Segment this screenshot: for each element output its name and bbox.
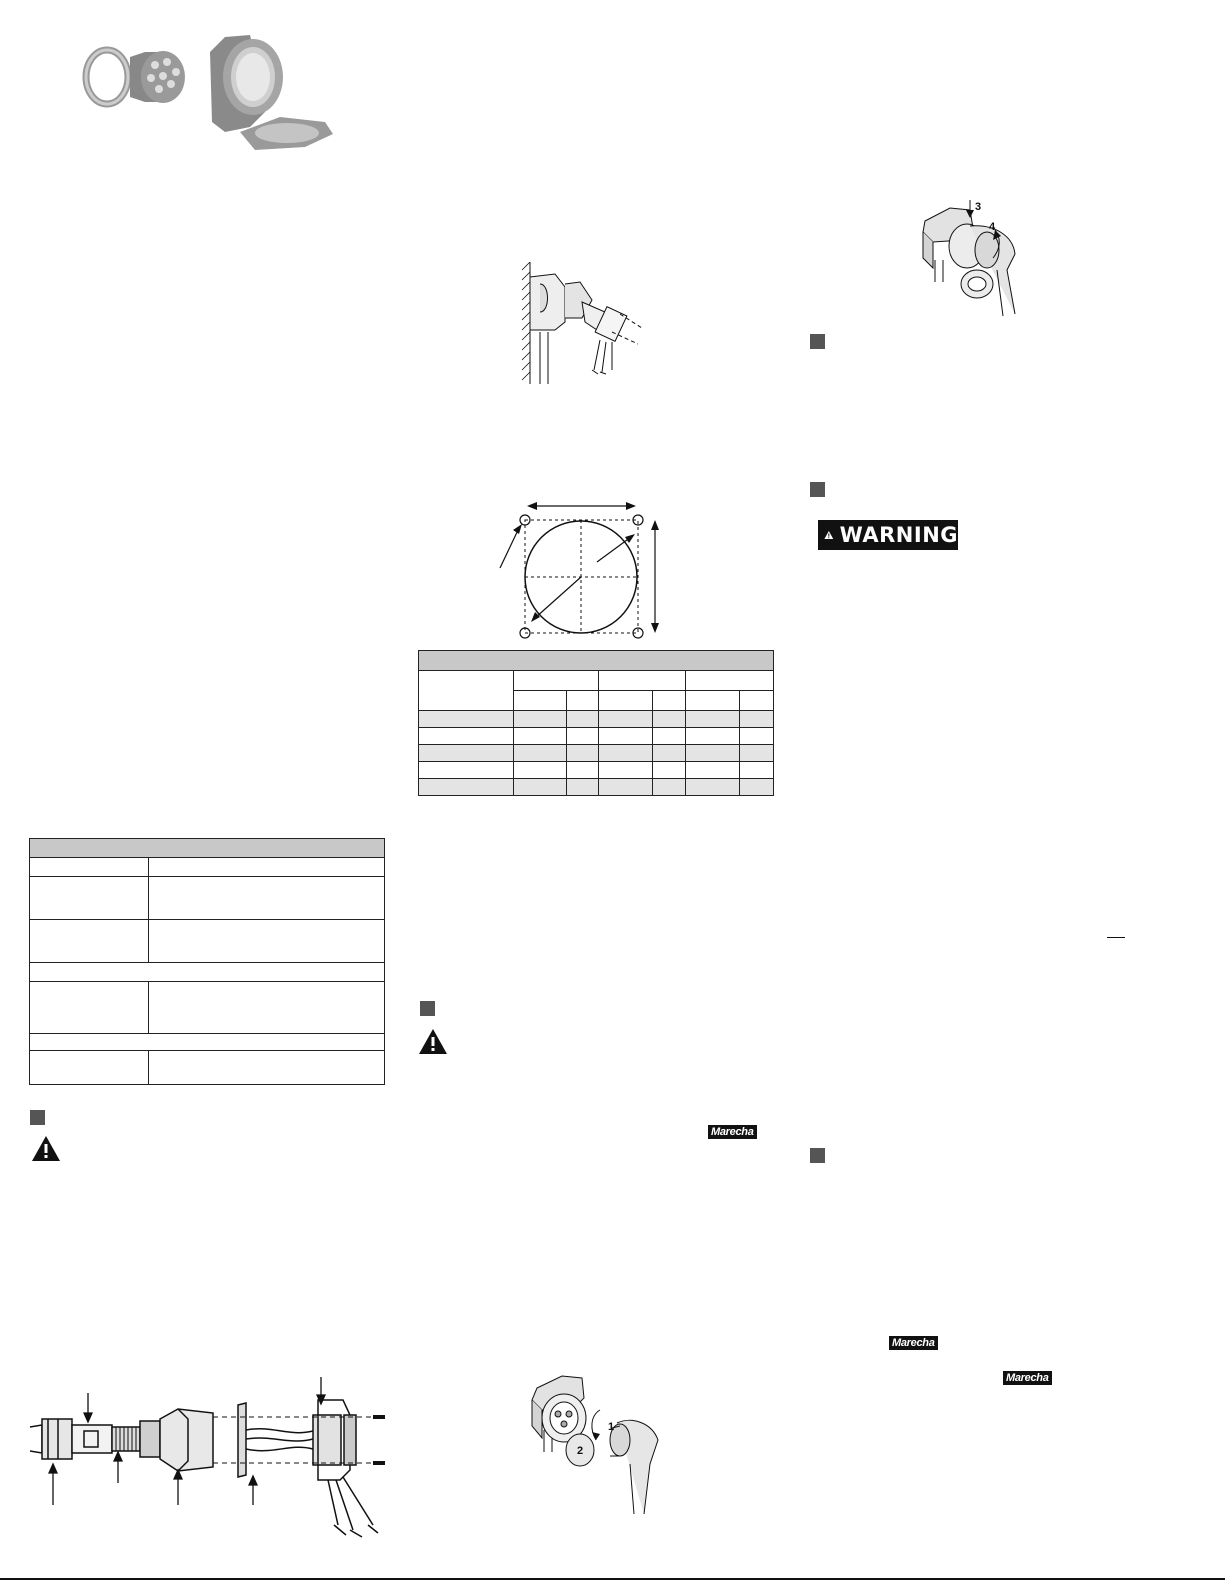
- dimension-table: [418, 650, 774, 796]
- warning-triangle-icon: [824, 524, 834, 546]
- dimension-cell: [514, 691, 567, 711]
- dimension-cell: [419, 671, 514, 711]
- plug-locking-steps-icon: [915, 196, 1035, 326]
- section-square-icon: [810, 482, 825, 497]
- spec-cell: [30, 858, 149, 877]
- dimension-cell: [567, 691, 599, 711]
- dimension-cell: [599, 691, 653, 711]
- spec-section-row: [30, 963, 385, 982]
- step-label-4: 4: [989, 221, 996, 233]
- spec-cell: [149, 920, 385, 963]
- brand-logo: Marecha: [1003, 1371, 1052, 1385]
- dimension-group-header: [686, 671, 774, 691]
- step-label-3: 3: [975, 201, 982, 213]
- spec-cell: [149, 858, 385, 877]
- spec-cell: [149, 1051, 385, 1085]
- section-square-icon: [810, 334, 825, 349]
- step-label-2: 2: [577, 1445, 584, 1457]
- panel-cutout-template-icon: [495, 500, 665, 645]
- step-label-1: 1: [608, 1421, 615, 1433]
- dimension-group-header: [514, 671, 599, 691]
- warning-banner: [818, 520, 958, 550]
- underline-mark: [1107, 937, 1125, 938]
- section-square-icon: [420, 1001, 435, 1016]
- section-square-icon: [810, 1148, 825, 1163]
- dimension-cell: [653, 691, 686, 711]
- dimension-group-header: [599, 671, 686, 691]
- section-square-icon: [30, 1110, 45, 1125]
- spec-cell: [149, 982, 385, 1034]
- connector-exploded-view-icon: [75, 32, 345, 162]
- page-bottom-rule: [0, 1578, 1225, 1580]
- spec-section-row: [30, 1034, 385, 1051]
- warning-banner-label: WARNING: [839, 523, 958, 547]
- warning-triangle-icon: [418, 1028, 448, 1055]
- plug-insertion-steps-icon: [522, 1368, 667, 1516]
- brand-logo: Marecha: [889, 1336, 938, 1350]
- spec-cell: [30, 920, 149, 963]
- brand-logo: Marecha: [708, 1125, 757, 1139]
- wall-mounted-receptacle-icon: [520, 262, 650, 387]
- dimension-cell: [740, 691, 774, 711]
- dimension-cell: [686, 691, 740, 711]
- dimension-table-header: [419, 651, 774, 671]
- specification-table: [29, 838, 385, 1085]
- warning-triangle-icon: [31, 1135, 61, 1162]
- spec-cell: [30, 877, 149, 920]
- spec-cell: [30, 982, 149, 1034]
- cable-assembly-exploded-icon: [28, 1375, 393, 1550]
- spec-cell: [149, 877, 385, 920]
- spec-table-header: [30, 839, 385, 858]
- spec-cell: [30, 1051, 149, 1085]
